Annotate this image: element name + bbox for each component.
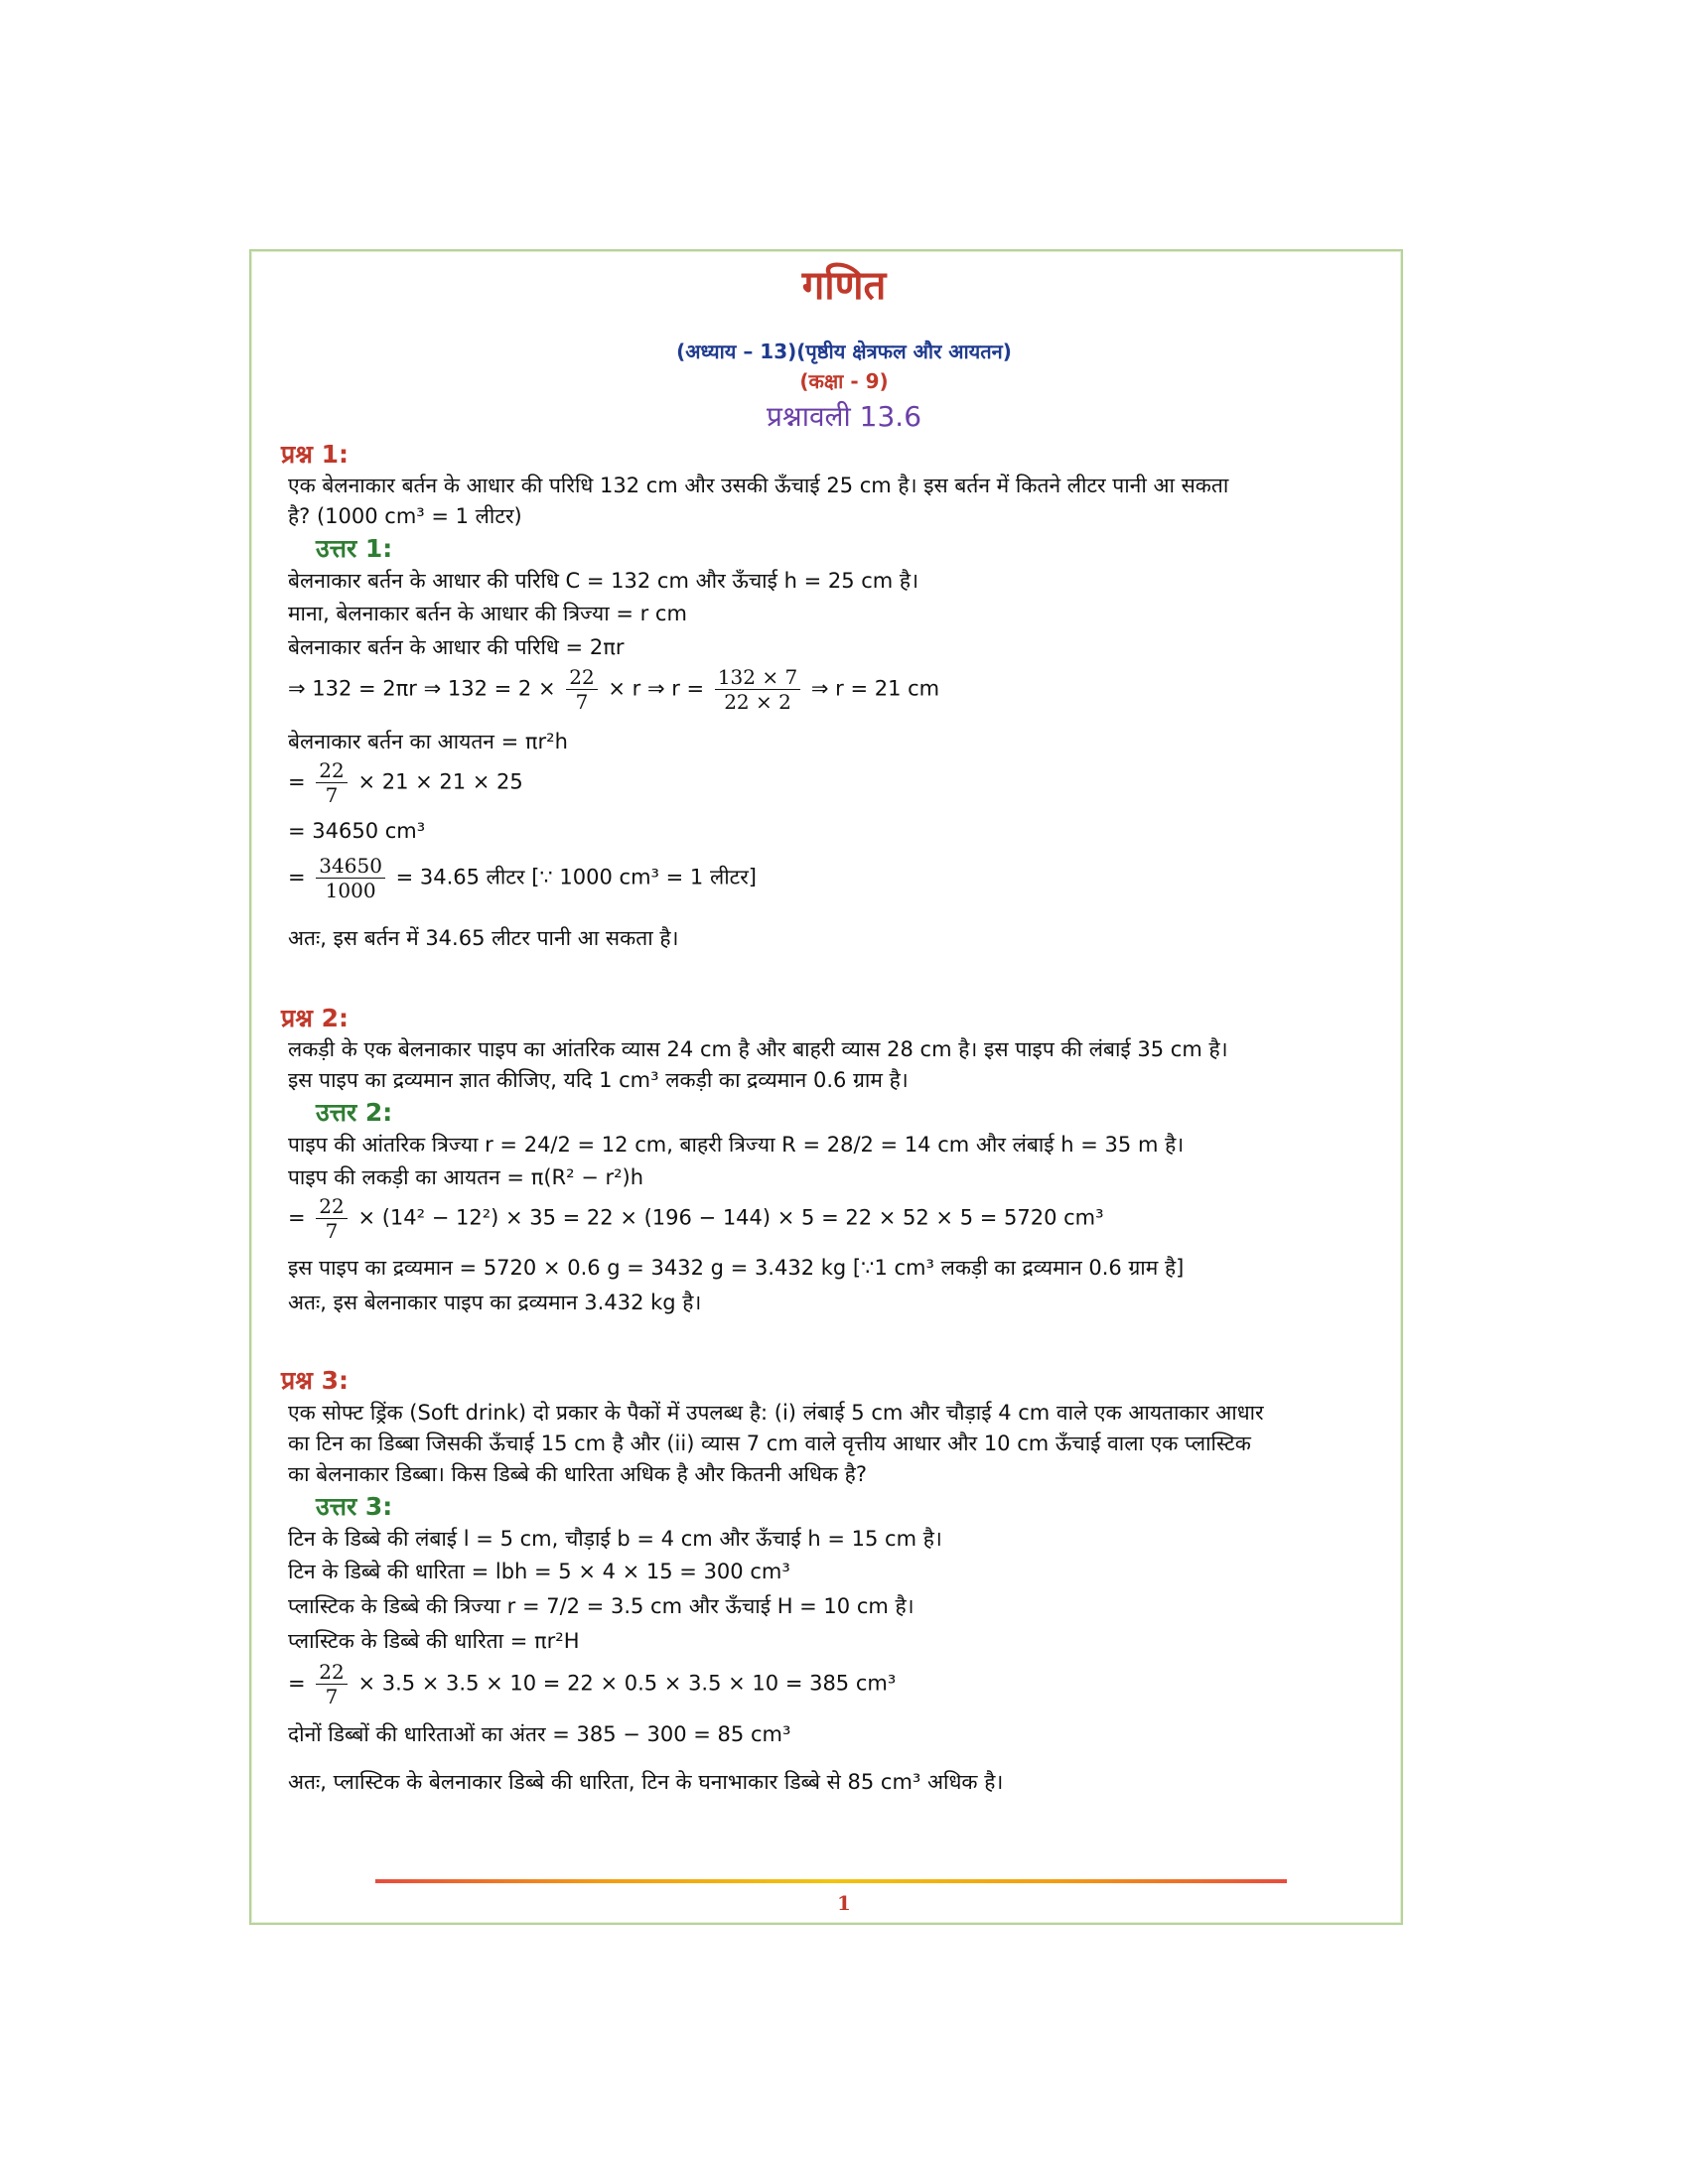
a2-s3-part-a: =: [288, 1205, 306, 1230]
a1-s4-fraction-1: [566, 665, 597, 714]
answer-1-label: उत्तर 1:: [316, 534, 393, 563]
answer-2-step-3: [288, 1194, 1380, 1243]
a2-s3-part-b: × (14² − 12²) × 35 = 22 × (196 − 144) × 5 = 22 × 52 × 5 = 5720 cm³: [357, 1205, 1104, 1230]
a1-s4-part-b: × r ⇒ r =: [608, 676, 705, 701]
chapter-heading: (अध्याय – 13)(पृष्ठीय क्षेत्रफल और आयतन): [676, 340, 1012, 363]
a1-s6-part-a: =: [288, 769, 306, 794]
a2-s3-den: 7: [325, 1219, 339, 1243]
a1-s6-fraction: [316, 758, 347, 807]
answer-3-step-6: दोनों डिब्बों की धारिताओं का अंतर = 385 − 300 = 85 cm³: [288, 1722, 791, 1746]
answer-3-conclusion: अतः, प्लास्टिक के बेलनाकार डिब्बे की धारिता, टिन के घनाभाकार डिब्बे से 85 cm³ अधिक है।: [288, 1770, 1004, 1794]
a1-s6-num: 22: [316, 758, 347, 783]
answer-1-step-3: बेलनाकार बर्तन के आधार की परिधि = 2πr: [288, 635, 625, 659]
a1-s4-part-c: ⇒ r = 21 cm: [810, 676, 940, 701]
answer-1-step-1: बेलनाकार बर्तन के आधार की परिधि C = 132 cm और ऊँचाई h = 25 cm है।: [288, 569, 919, 593]
a1-s6-part-b: × 21 × 21 × 25: [357, 769, 523, 794]
a1-s6-den: 7: [325, 783, 339, 807]
a2-s3-num: 22: [316, 1194, 347, 1219]
answer-3-step-5: [288, 1660, 1380, 1708]
a1-s4-fraction-2: [715, 665, 800, 714]
answer-1-step-5: बेलनाकार बर्तन का आयतन = πr²h: [288, 730, 568, 753]
question-3-text-line-2: का टिन का डिब्बा जिसकी ऊँचाई 15 cm है और (ii) व्यास 7 cm वाले वृत्तीय आधार और 10 cm ऊँचाई वाला एक प्लास्टिक: [288, 1432, 1251, 1455]
a2-s3-fraction: [316, 1194, 347, 1243]
answer-3-step-3: प्लास्टिक के डिब्बे की त्रिज्या r = 7/2 = 3.5 cm और ऊँचाई H = 10 cm है।: [288, 1594, 914, 1618]
a1-s4-f2-num: 132 × 7: [715, 665, 800, 690]
a1-s8-fraction: [316, 854, 385, 902]
answer-1-step-6: [288, 758, 1380, 807]
answer-3-label: उत्तर 3:: [316, 1492, 393, 1521]
class-heading: (कक्षा - 9): [799, 369, 889, 393]
a3-s5-part-a: =: [288, 1671, 306, 1696]
answer-1-step-4: [288, 665, 1380, 714]
answer-2-step-2: पाइप की लकड़ी का आयतन = π(R² − r²)h: [288, 1165, 644, 1189]
a1-s4-f2-den: 22 × 2: [724, 690, 791, 714]
answer-2-label: उत्तर 2:: [316, 1098, 393, 1127]
question-2-text-line-2: इस पाइप का द्रव्यमान ज्ञात कीजिए, यदि 1 cm³ लकड़ी का द्रव्यमान 0.6 ग्राम है।: [288, 1068, 909, 1092]
question-2-text-line-1: लकड़ी के एक बेलनाकार पाइप का आंतरिक व्यास 24 cm है और बाहरी व्यास 28 cm है। इस पाइप की लंबाई 35 cm है।: [288, 1037, 1228, 1061]
page-number: 1: [837, 1891, 851, 1915]
answer-2-conclusion: अतः, इस बेलनाकार पाइप का द्रव्यमान 3.432 kg है।: [288, 1291, 702, 1314]
a1-s4-f1-den: 7: [575, 690, 589, 714]
a1-s8-part-b: = 34.65 लीटर [∵ 1000 cm³ = 1 लीटर]: [395, 865, 757, 889]
answer-2-step-4: इस पाइप का द्रव्यमान = 5720 × 0.6 g = 3432 g = 3.432 kg [∵1 cm³ लकड़ी का द्रव्यमान 0.6 ग्राम है]: [288, 1256, 1185, 1280]
a1-s4-part-a: ⇒ 132 = 2πr ⇒ 132 = 2 ×: [288, 676, 556, 701]
question-1-text-line-2: है? (1000 cm³ = 1 लीटर): [288, 504, 522, 528]
answer-1-step-7: = 34650 cm³: [288, 819, 426, 843]
answer-2-step-1: पाइप की आंतरिक त्रिज्या r = 24/2 = 12 cm, बाहरी त्रिज्या R = 28/2 = 14 cm और लंबाई h = 35 m है।: [288, 1133, 1185, 1157]
question-1-text-line-1: एक बेलनाकार बर्तन के आधार की परिधि 132 cm और उसकी ऊँचाई 25 cm है। इस बर्तन में कितने लीटर पानी आ सकता: [288, 474, 1229, 497]
a3-s5-fraction: [316, 1660, 347, 1708]
a3-s5-den: 7: [325, 1685, 339, 1708]
question-2-label: प्रश्न 2:: [281, 1004, 349, 1032]
answer-3-step-4: प्लास्टिक के डिब्बे की धारिता = πr²H: [288, 1629, 580, 1653]
question-3-text-line-1: एक सोफ्ट ड्रिंक (Soft drink) दो प्रकार के पैकों में उपलब्ध है: (i) लंबाई 5 cm और चौड़ाई 4 cm वाले एक आयताकार आधार: [288, 1401, 1264, 1425]
answer-3-step-2: टिन के डिब्बे की धारिता = lbh = 5 × 4 × 15 = 300 cm³: [288, 1560, 790, 1583]
a1-s8-num: 34650: [316, 854, 385, 879]
question-3-label: प्रश्न 3:: [281, 1366, 349, 1395]
a1-s8-den: 1000: [325, 879, 376, 902]
exercise-heading: प्रश्नावली 13.6: [766, 400, 922, 433]
answer-1-conclusion: अतः, इस बर्तन में 34.65 लीटर पानी आ सकता है।: [288, 926, 679, 950]
footer-divider: [375, 1879, 1287, 1883]
answer-3-step-1: टिन के डिब्बे की लंबाई l = 5 cm, चौड़ाई b = 4 cm और ऊँचाई h = 15 cm है।: [288, 1527, 942, 1551]
page-title: गणित: [801, 263, 887, 309]
a3-s5-num: 22: [316, 1660, 347, 1685]
answer-1-step-8: [288, 854, 1380, 902]
a1-s8-part-a: =: [288, 865, 306, 889]
answer-1-step-2: माना, बेलनाकार बर्तन के आधार की त्रिज्या = r cm: [288, 602, 687, 625]
a1-s4-f1-num: 22: [566, 665, 597, 690]
question-1-label: प्रश्न 1:: [281, 440, 349, 469]
question-3-text-line-3: का बेलनाकार डिब्बा। किस डिब्बे की धारिता अधिक है और कितनी अधिक है?: [288, 1462, 867, 1486]
a3-s5-part-b: × 3.5 × 3.5 × 10 = 22 × 0.5 × 3.5 × 10 = 385 cm³: [357, 1671, 897, 1696]
